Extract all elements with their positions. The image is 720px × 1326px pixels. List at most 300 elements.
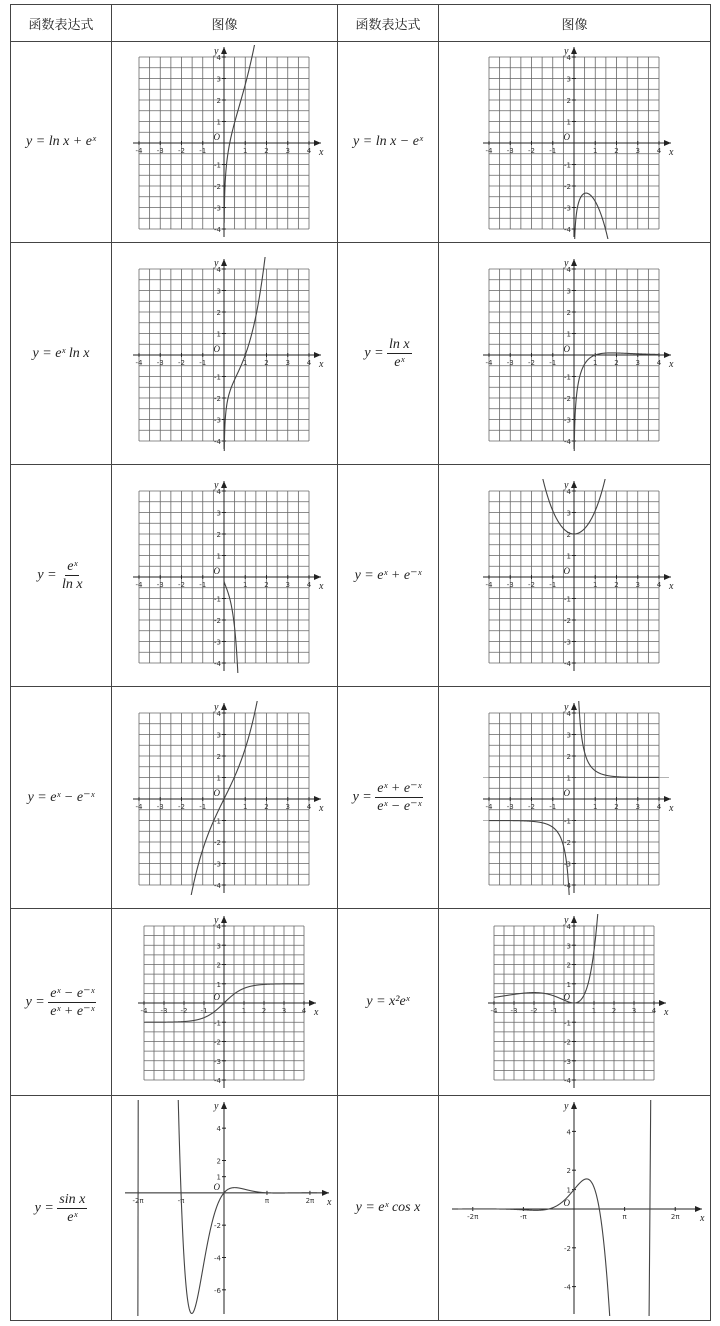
x-tick-label: -3 [510,1007,517,1015]
x-tick-label: 1 [241,1007,246,1015]
x-tick-label: 3 [285,147,290,155]
x-tick-label: 3 [635,358,640,367]
x-axis-label: x [668,802,673,814]
header-row [11,5,711,42]
graph-ln-minus-exp [475,45,675,239]
x-axis-label: x [318,147,323,158]
formula-lhs: y = [37,567,57,583]
y-tick-label: -4 [563,881,571,890]
x-tick-label: -2 [527,358,535,367]
y-tick-label: -1 [563,373,571,381]
x-tick-label: -4 [485,802,492,811]
y-tick-label: -6 [213,1286,221,1295]
x-tick-label: 4 [306,802,311,811]
x-tick-label: 2 [611,1007,616,1015]
formula-exp-over-ln [11,465,112,687]
x-tick-label: -1 [548,358,556,367]
y-tick-label: -2 [563,394,571,403]
y-tick-label: 1 [566,980,571,989]
formula-lhs: y = [34,1200,54,1216]
y-tick-label: 4 [216,709,221,718]
y-tick-label: 3 [216,509,221,517]
x-tick-label: -3 [156,147,164,155]
graph-cell [112,1096,338,1321]
graph-cell [112,465,338,687]
x-tick-label: 3 [635,802,640,811]
graph-coth [475,701,675,895]
x-tick-label: 2 [613,147,619,155]
y-axis-arrow [571,703,577,710]
x-tick-label: 4 [306,580,311,589]
y-tick-label: 4 [566,709,571,718]
y-tick-label: 2 [216,752,221,761]
denominator: ln x [62,577,83,592]
x-axis-arrow [322,1190,329,1196]
y-tick-label: 1 [216,330,221,338]
y-tick-label: 2 [216,961,221,970]
y-tick-label: 3 [566,287,571,295]
y-tick-label: 3 [216,942,221,951]
graph-sin-over-exp [117,1100,333,1316]
graph-cell [112,243,338,465]
y-tick-label: 4 [216,54,221,62]
x-tick-label: 2 [261,1007,266,1015]
y-axis-arrow [221,1102,227,1109]
graph-cosh-sum [475,479,675,673]
graph-tanh [130,914,320,1090]
y-tick-label: -2 [563,838,571,847]
y-tick-label: -4 [563,1077,571,1085]
y-axis-arrow [571,259,577,266]
table-row [11,909,711,1096]
formula-sin-over-exp [11,1096,112,1321]
y-axis-label: y [563,701,568,713]
graph-exp-over-ln [125,479,325,673]
x-tick-label: 1 [242,802,247,811]
y-tick-label: 4 [566,487,571,496]
x-tick-label: -3 [156,802,164,811]
x-tick-label: 2 [263,580,269,589]
y-tick-label: 2 [566,97,571,105]
header-expression-2: 函数表达式 [338,5,439,42]
y-tick-label: 2 [216,97,221,105]
x-tick-label: 1 [592,580,597,589]
y-axis-label: y [563,479,568,491]
numerator: ln x [389,337,410,352]
y-tick-label: 3 [216,75,221,84]
y-tick-label: 2 [566,1167,571,1176]
y-tick-label: 1 [216,774,221,782]
graph-cell [439,465,711,687]
x-axis-arrow [659,1000,666,1006]
y-axis-label: y [563,915,568,926]
origin-label: O [563,343,570,354]
y-tick-label: 4 [566,923,571,931]
y-tick-label: -4 [563,1283,571,1292]
y-tick-label: -1 [563,1019,571,1028]
x-tick-label: 2π [670,1213,680,1221]
denominator: eˣ + e⁻ˣ [50,1003,95,1019]
x-axis-arrow [309,1000,316,1006]
y-tick-label: 4 [566,54,571,62]
y-tick-label: -2 [563,1244,571,1253]
y-tick-label: 2 [566,752,571,761]
table-row [11,42,711,243]
x-tick-label: 4 [651,1007,656,1015]
formula-x-squared-exp: y = x²eˣ [338,909,439,1096]
y-tick-label: 2 [216,1157,221,1166]
x-tick-label: 4 [301,1007,306,1015]
y-axis-arrow [221,259,227,266]
y-tick-label: 4 [216,923,221,931]
y-axis-arrow [221,47,227,54]
graph-ln-plus-exp [125,45,325,239]
y-axis-arrow [221,916,227,923]
y-tick-label: -4 [563,659,571,668]
y-axis-label: y [213,1101,218,1112]
table-row [11,1096,711,1321]
denominator: eˣ [394,355,405,370]
x-tick-label: 3 [281,1007,286,1015]
y-tick-label: 4 [566,1128,571,1137]
graph-cell [439,909,711,1096]
x-tick-label: -2π [466,1213,478,1221]
y-tick-label: 1 [216,980,221,989]
x-axis-arrow [695,1206,702,1212]
table-row [11,687,711,909]
formula-coth [338,687,439,909]
graph-cell [112,687,338,909]
x-tick-label: -3 [160,1007,167,1015]
numerator: sin x [59,1191,86,1207]
origin-label: O [563,787,570,798]
y-tick-label: 1 [216,118,221,127]
y-tick-label: -2 [213,1222,221,1231]
y-tick-label: 3 [566,731,571,739]
y-axis-label: y [563,1101,568,1112]
y-axis-label: y [563,46,568,57]
origin-label: O [213,343,220,354]
denominator: eˣ [67,1209,78,1225]
y-tick-label: -3 [213,204,221,213]
graph-cell [439,42,711,243]
x-tick-label: 3 [635,580,640,589]
x-tick-label: -3 [156,358,164,367]
x-tick-label: -4 [135,580,142,589]
x-tick-label: -3 [506,147,514,155]
fraction [60,559,85,592]
x-tick-label: -1 [548,580,556,589]
x-tick-label: π [622,1213,627,1221]
y-tick-label: -1 [563,817,571,825]
y-tick-label: 2 [216,530,221,539]
y-axis-label: y [563,257,568,269]
x-axis-arrow [664,140,671,146]
x-tick-label: 2 [613,802,619,811]
y-tick-label: -1 [213,595,221,603]
table-row [11,243,711,465]
function-table-sheet [10,4,710,1320]
x-axis-label: x [326,1196,331,1208]
x-tick-label: 2 [263,802,269,811]
x-axis-arrow [314,574,321,580]
x-tick-label: -π [177,1196,184,1205]
y-tick-label: 3 [216,731,221,739]
x-tick-label: -2 [530,1007,537,1015]
x-tick-label: -2 [527,802,535,811]
header-expression-1: 函数表达式 [11,5,112,42]
x-tick-label: -2 [177,802,185,811]
y-tick-label: 1 [566,1186,571,1195]
y-tick-label: -1 [213,161,221,170]
y-tick-label: -3 [213,638,221,646]
numerator: eˣ [67,559,78,574]
x-tick-label: 3 [285,802,290,811]
y-tick-label: -1 [563,595,571,603]
y-axis-label: y [213,257,218,269]
y-tick-label: 1 [566,774,571,782]
x-tick-label: 2 [613,580,619,589]
y-tick-label: -4 [213,659,221,668]
numerator: eˣ − e⁻ˣ [50,985,95,1001]
x-tick-label: -1 [198,802,206,811]
x-axis-arrow [664,352,671,358]
x-tick-label: 4 [306,147,311,155]
y-tick-label: 2 [566,961,571,970]
fraction [375,781,423,814]
x-tick-label: -1 [548,147,556,155]
x-tick-label: 1 [242,147,247,155]
formula-exp-cos: y = eˣ cos x [338,1096,439,1321]
x-tick-label: -4 [485,147,492,155]
graph-ln-over-exp [475,257,675,451]
graph-cell [112,909,338,1096]
graph-x-squared-exp [480,914,670,1090]
x-axis-label: x [668,358,673,370]
y-axis-label: y [213,479,218,491]
y-tick-label: -2 [563,1038,571,1047]
x-axis-arrow [664,574,671,580]
y-tick-label: -2 [213,183,221,191]
x-axis-label: x [668,147,673,158]
y-tick-label: -4 [213,1077,221,1085]
y-tick-label: -3 [213,860,221,868]
formula-tanh [11,909,112,1096]
y-axis-arrow [571,481,577,488]
y-axis-arrow [571,1102,577,1109]
y-tick-label: 1 [566,118,571,127]
x-tick-label: 1 [242,580,247,589]
y-tick-label: 4 [216,487,221,496]
y-tick-label: 1 [216,1173,221,1182]
origin-label: O [213,132,220,142]
x-tick-label: -4 [135,802,142,811]
x-tick-label: -2 [527,147,535,155]
x-tick-label: -2 [177,147,185,155]
x-axis-arrow [314,140,321,146]
function-curve [137,1100,316,1316]
x-axis-label: x [699,1213,704,1224]
formula-ln-minus-exp: y = ln x − eˣ [338,42,439,243]
header-graph-2: 图像 [439,5,711,42]
x-axis-arrow [314,352,321,358]
x-tick-label: 1 [592,802,597,811]
x-tick-label: 2 [263,147,269,155]
y-tick-label: 4 [216,265,221,274]
x-tick-label: 4 [656,147,661,155]
x-axis-label: x [318,358,323,370]
y-tick-label: -4 [563,437,571,446]
y-tick-label: -3 [563,204,571,213]
y-tick-label: -3 [563,1057,571,1066]
y-tick-label: 1 [566,552,571,560]
x-axis-label: x [663,1007,668,1018]
x-tick-label: -1 [198,580,206,589]
formula-lhs: y = [25,994,45,1010]
denominator: eˣ − e⁻ˣ [377,799,422,814]
x-tick-label: 3 [285,358,290,367]
x-tick-label: 2π [305,1196,314,1205]
table-row [11,465,711,687]
y-tick-label: 3 [566,509,571,517]
function-graph-table [10,4,711,1321]
graph-cell [439,243,711,465]
fraction [48,986,96,1019]
y-axis-arrow [221,703,227,710]
x-tick-label: -3 [156,580,164,589]
y-tick-label: -3 [213,416,221,424]
x-tick-label: -2 [177,358,185,367]
x-tick-label: -3 [506,802,514,811]
formula-exp-times-ln: y = eˣ ln x [11,243,112,465]
x-tick-label: 4 [656,580,661,589]
y-tick-label: -3 [213,1057,221,1066]
y-tick-label: 3 [216,287,221,295]
y-tick-label: 2 [216,308,221,317]
origin-label: O [563,565,570,576]
origin-label: O [213,1181,220,1192]
x-tick-label: -3 [506,358,514,367]
x-axis-arrow [314,796,321,802]
x-tick-label: 3 [631,1007,636,1015]
x-tick-label: 3 [285,580,290,589]
y-tick-label: 2 [566,308,571,317]
x-tick-label: 2 [263,358,269,367]
x-tick-label: -1 [550,1007,557,1015]
x-tick-label: -4 [485,358,492,367]
y-tick-label: 1 [566,330,571,338]
formula-lhs: y = [352,789,372,805]
y-tick-label: -1 [213,1019,221,1028]
y-tick-label: 4 [216,1125,221,1134]
y-tick-label: -1 [213,817,221,825]
x-tick-label: -4 [135,358,142,367]
fraction [57,1192,87,1225]
x-tick-label: -4 [485,580,492,589]
x-axis-arrow [664,796,671,802]
x-tick-label: 4 [306,358,311,367]
formula-ln-over-exp [338,243,439,465]
y-tick-label: 4 [566,265,571,274]
x-tick-label: -2 [177,580,185,589]
x-tick-label: -2 [527,580,535,589]
y-axis-arrow [571,47,577,54]
x-axis-label: x [318,580,323,592]
y-tick-label: -1 [563,161,571,170]
formula-lhs: y = [364,345,384,361]
x-tick-label: -4 [135,147,142,155]
x-tick-label: -2π [131,1196,144,1205]
x-tick-label: -1 [198,358,206,367]
origin-label: O [213,992,220,1002]
numerator: eˣ + e⁻ˣ [377,781,422,796]
graph-cell [439,687,711,909]
x-tick-label: π [264,1196,269,1205]
x-tick-label: 4 [656,358,661,367]
y-tick-label: -3 [563,860,571,868]
y-tick-label: -2 [213,838,221,847]
x-tick-label: -3 [506,580,514,589]
y-tick-label: 3 [566,75,571,84]
x-tick-label: 1 [591,1007,596,1015]
x-axis-label: x [313,1007,318,1018]
y-tick-label: 3 [566,942,571,951]
y-tick-label: 1 [216,552,221,560]
origin-label: O [563,1198,570,1208]
function-curve [458,1100,651,1316]
y-tick-label: -4 [213,437,221,446]
y-tick-label: -3 [563,416,571,424]
formula-cosh-sum: y = eˣ + e⁻ˣ [338,465,439,687]
y-tick-label: -2 [563,616,571,625]
x-tick-label: 1 [592,147,597,155]
graph-cell [439,1096,711,1321]
y-tick-label: -4 [563,226,571,234]
x-tick-label: 1 [592,358,597,367]
x-tick-label: -4 [140,1007,147,1015]
graph-sinh-diff [125,701,325,895]
y-tick-label: -4 [213,226,221,234]
graph-cell [112,42,338,243]
y-axis-arrow [571,916,577,923]
origin-label: O [213,787,220,798]
x-tick-label: 2 [613,358,619,367]
y-tick-label: -2 [213,1038,221,1047]
x-tick-label: -1 [200,1007,207,1015]
origin-label: O [213,565,220,576]
y-axis-label: y [213,46,218,57]
x-tick-label: -2 [180,1007,187,1015]
x-axis-label: x [668,580,673,592]
y-tick-label: 2 [566,530,571,539]
x-axis-label: x [318,802,323,814]
y-axis-arrow [221,481,227,488]
y-tick-label: -1 [213,373,221,381]
x-tick-label: -π [519,1213,527,1221]
fraction [387,337,412,370]
y-axis-label: y [213,915,218,926]
x-tick-label: -1 [548,802,556,811]
y-tick-label: -4 [213,1254,221,1263]
origin-label: O [563,132,570,142]
formula-sinh-diff: y = eˣ − e⁻ˣ [11,687,112,909]
y-tick-label: -2 [563,183,571,191]
function-curve [224,581,239,672]
origin-label: O [563,992,570,1002]
x-tick-label: 1 [242,358,247,367]
header-graph-1: 图像 [112,5,338,42]
y-axis-label: y [213,701,218,713]
